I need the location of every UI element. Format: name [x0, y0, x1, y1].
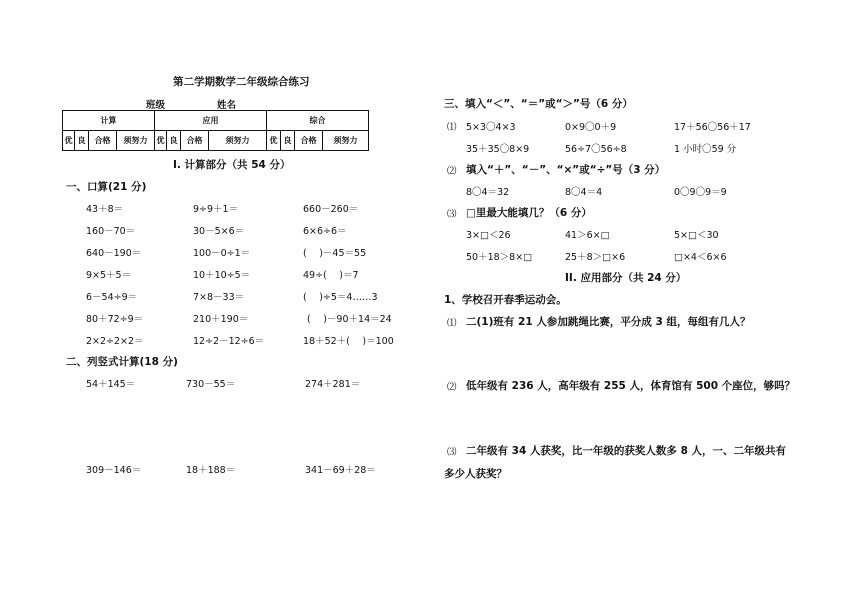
q3-number: ⑶ [447, 447, 457, 458]
part2-title: II. 应用部分（共 24 分） [565, 272, 687, 284]
score-level-cell: 优 [155, 131, 167, 151]
oral-problem: 210＋190＝ [193, 314, 249, 325]
compare-problem: 35＋35〇8×9 [466, 144, 530, 155]
oral-problem: 100－0÷1＝ [193, 248, 251, 259]
operator-problem: 8〇4＝4 [565, 187, 603, 198]
score-level-cell: 优 [63, 131, 75, 151]
sub1-number: ⑴ [447, 122, 457, 133]
sub2-title: 填入“＋”、“－”、“×”或“÷”号（3 分） [466, 164, 666, 176]
score-level-cell: 须努力 [323, 131, 369, 151]
q2-number: ⑵ [447, 382, 457, 393]
sub2-number: ⑵ [447, 166, 457, 177]
max-fill-problem: 50＋18＞8×□ [466, 252, 533, 263]
max-fill-problem: 25＋8＞□×6 [565, 252, 626, 263]
vertical-problem: 274＋281＝ [305, 379, 361, 390]
oral-problem: 9×5＋5＝ [86, 270, 132, 281]
oral-problem: 640－190＝ [86, 248, 142, 259]
score-level-cell: 优 [267, 131, 281, 151]
student-info-line [146, 97, 296, 111]
application-question-3-line1: 二年级有 34 人获奖，比一年级的获奖人数多 8 人，一、二年级共有 [466, 445, 787, 457]
operator-problem: 8〇4＝32 [466, 187, 510, 198]
application-question-1: 二(1)班有 21 人参加跳绳比赛，平分成 3 组，每组有几人？ [466, 316, 751, 328]
score-level-cell: 良 [75, 131, 89, 151]
page-title: 第二学期数学二年级综合练习 [173, 76, 310, 88]
oral-problem: 80＋72÷9＝ [86, 314, 144, 325]
score-level-cell: 须努力 [117, 131, 155, 151]
oral-problem: 6×6÷6＝ [303, 226, 347, 237]
max-fill-problem: 5×□＜30 [674, 230, 719, 241]
application-question-3-line2: 多少人获奖？ [444, 468, 507, 480]
compare-problem: 1 小时〇59 分 [674, 144, 737, 155]
oral-problem: ( )－90＋14＝24 [307, 314, 392, 325]
score-table [62, 110, 369, 151]
max-fill-problem: 3×□＜26 [466, 230, 511, 241]
score-table-header-row [63, 111, 369, 131]
part1-title: I. 计算部分（共 54 分） [173, 159, 291, 171]
score-group-calc: 计算 [63, 111, 155, 131]
compare-problem: 17＋56〇56＋17 [674, 122, 751, 133]
oral-problem: 2×2÷2×2＝ [86, 336, 144, 347]
vertical-problem: 54＋145＝ [86, 379, 136, 390]
max-fill-problem: 41＞6×□ [565, 230, 610, 241]
oral-problem: 43＋8＝ [86, 204, 124, 215]
oral-problem: ( )÷5＝4……3 [303, 292, 378, 303]
oral-problem: 12÷2－12÷6＝ [193, 336, 265, 347]
score-table-level-row [63, 131, 369, 151]
operator-problem: 0〇9〇9＝9 [674, 187, 727, 198]
score-level-cell: 合格 [89, 131, 117, 151]
oral-problem: 7×8－33＝ [193, 292, 245, 303]
oral-problem: 660－260＝ [303, 204, 359, 215]
score-level-cell: 合格 [181, 131, 209, 151]
oral-problem: 30－5×6＝ [193, 226, 245, 237]
application-intro: 1、学校召开春季运动会。 [444, 294, 567, 306]
vertical-section-title: 二、列竖式计算(18 分) [66, 356, 178, 368]
name-label: 姓名 [217, 100, 237, 111]
score-level-cell: 良 [167, 131, 181, 151]
oral-problem: 6－54÷9＝ [86, 292, 138, 303]
oral-problem: 160－70＝ [86, 226, 136, 237]
vertical-problem: 18＋188＝ [186, 465, 236, 476]
oral-problem: ( )－45＝55 [303, 248, 367, 259]
part3-title: 三、填入“＜”、“＝”或“＞”号（6 分） [444, 98, 633, 110]
score-group-application: 应用 [155, 111, 267, 131]
compare-problem: 5×3〇4×3 [466, 122, 516, 133]
oral-problem: 18＋52＋( )＝100 [303, 336, 394, 347]
vertical-problem: 309－146＝ [86, 465, 142, 476]
score-level-cell: 合格 [295, 131, 323, 151]
compare-problem: 56÷7〇56÷8 [565, 144, 627, 155]
oral-section-title: 一、口算(21 分) [66, 181, 147, 193]
compare-problem: 0×9〇0＋9 [565, 122, 617, 133]
sub3-number: ⑶ [447, 209, 457, 220]
score-level-cell: 须努力 [209, 131, 267, 151]
vertical-problem: 341－69＋28＝ [305, 465, 376, 476]
application-question-2: 低年级有 236 人，高年级有 255 人，体育馆有 500 个座位，够吗？ [466, 380, 796, 392]
score-group-comprehensive: 综合 [267, 111, 369, 131]
sub3-title: □里最大能填几？（6 分） [466, 207, 592, 219]
max-fill-problem: □×4＜6×6 [674, 252, 727, 263]
class-label: 班级 [146, 100, 166, 111]
vertical-problem: 730－55＝ [186, 379, 236, 390]
score-level-cell: 良 [281, 131, 295, 151]
oral-problem: 9÷9＋1＝ [193, 204, 239, 215]
q1-number: ⑴ [447, 318, 457, 329]
oral-problem: 49÷( )＝7 [303, 270, 359, 281]
oral-problem: 10＋10÷5＝ [193, 270, 251, 281]
